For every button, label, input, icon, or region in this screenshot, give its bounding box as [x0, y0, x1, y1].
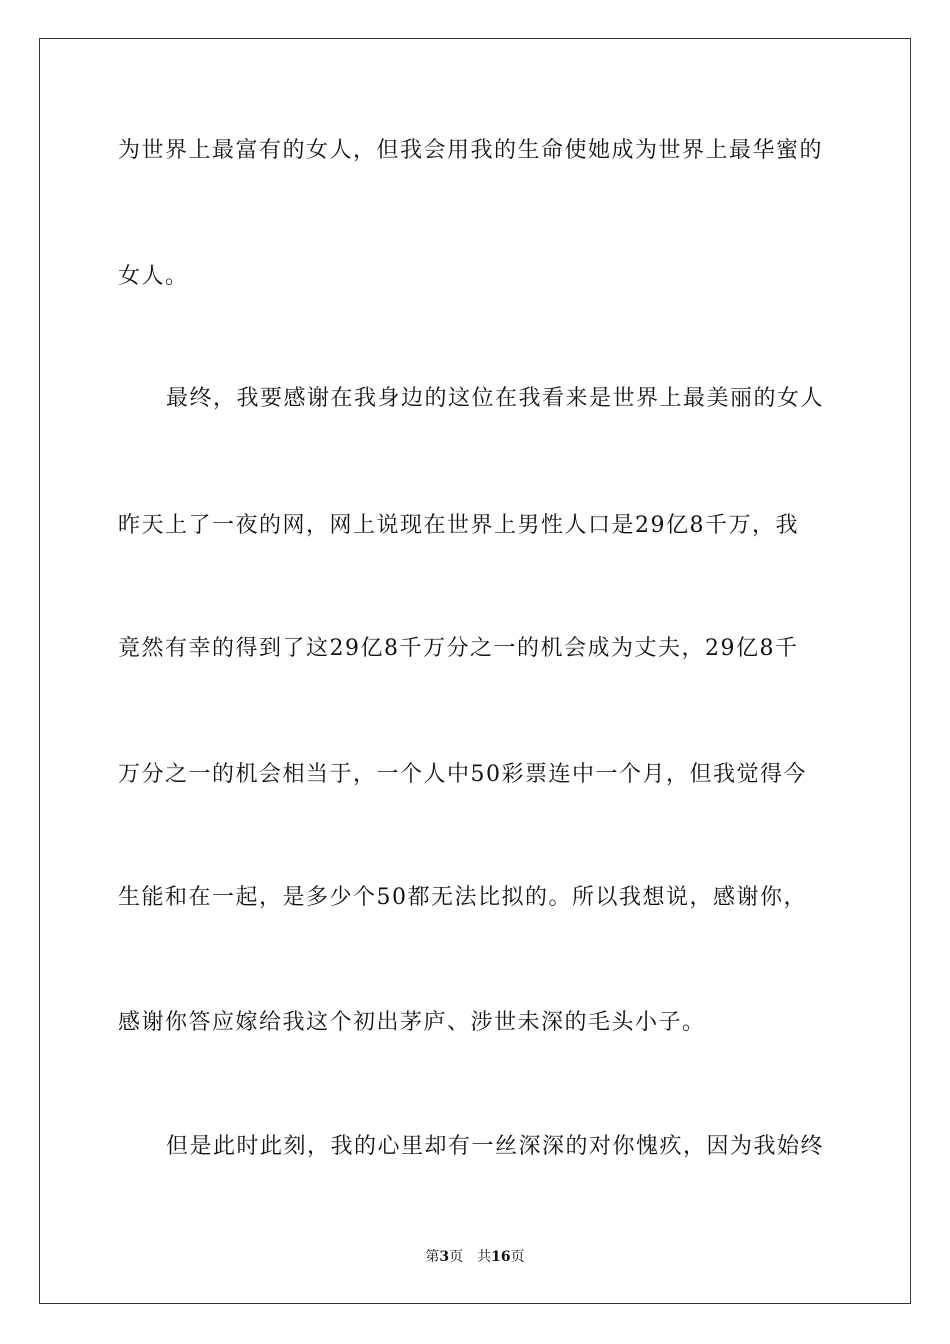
page-border [39, 38, 911, 1304]
text-line-7: 生能和在一起，是多少个50都无法比拟的。所以我想说，感谢你， [118, 885, 807, 910]
footer-total-prefix: 共 [477, 1249, 492, 1265]
footer-page-suffix: 页 [449, 1249, 464, 1265]
text-line-9: 但是此时此刻，我的心里却有一丝深深的对你愧疚，因为我始终 [166, 1134, 825, 1159]
text-line-5: 竟然有幸的得到了这29亿8千万分之一的机会成为丈夫，29亿8千 [118, 636, 799, 661]
page-footer [0, 1247, 950, 1267]
text-line-8: 感谢你答应嫁给我这个初出茅庐、涉世未深的毛头小子。 [118, 1010, 706, 1035]
footer-total-number: 16 [491, 1249, 511, 1265]
text-line-2: 女人。 [118, 264, 189, 289]
footer-total-suffix: 页 [510, 1249, 525, 1265]
footer-page-prefix: 第 [425, 1249, 440, 1265]
text-line-4: 昨天上了一夜的网，网上说现在世界上男性人口是29亿8千万，我 [118, 513, 799, 538]
footer-page-number: 3 [439, 1249, 450, 1265]
text-line-1: 为世界上最富有的女人，但我会用我的生命使她成为世界上最华蜜的 [118, 138, 824, 163]
text-line-6: 万分之一的机会相当于，一个人中50彩票连中一个月，但我觉得今 [118, 762, 807, 787]
text-line-3: 最终，我要感谢在我身边的这位在我看来是世界上最美丽的女人 [166, 386, 825, 411]
